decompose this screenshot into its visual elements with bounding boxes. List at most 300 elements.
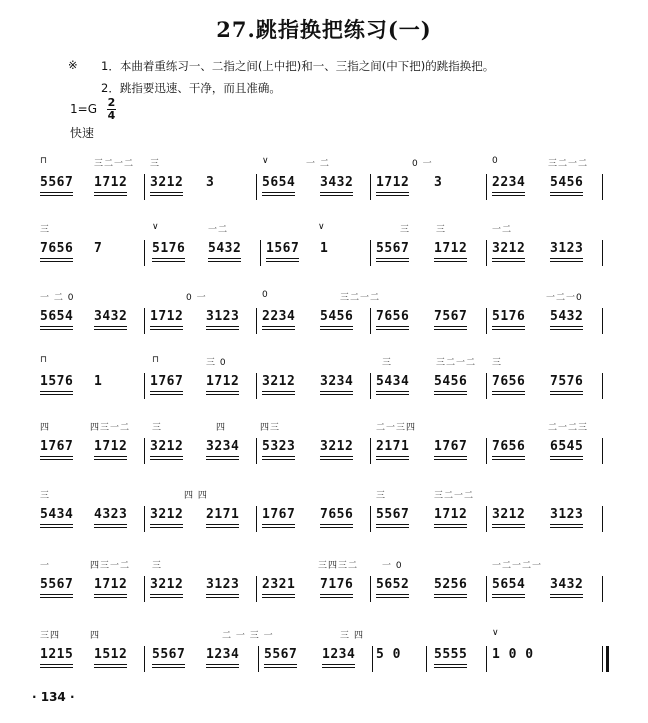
sixteenth-underline <box>206 667 239 668</box>
fingering-mark: ∨ <box>152 222 160 232</box>
sixteenth-underline <box>40 394 73 395</box>
fingering-mark: ⊓ <box>40 156 49 166</box>
note-digits: 3432 <box>550 577 584 592</box>
sixteenth-underline <box>150 527 183 528</box>
sixteenth-underline <box>376 195 409 196</box>
note-digits: 5323 <box>262 439 296 454</box>
sixteenth-underline <box>262 459 295 460</box>
fingering-mark: 三四三二 <box>318 561 359 571</box>
sixteenth-underline <box>206 394 239 395</box>
sixteenth-underline <box>262 394 295 395</box>
barline <box>144 373 145 399</box>
barline <box>256 373 257 399</box>
piece-title: 27.跳指换把练习(一) <box>216 17 432 42</box>
fingering-line <box>36 488 608 502</box>
note-group <box>550 577 583 592</box>
note-group <box>320 577 353 592</box>
note-group <box>206 647 239 662</box>
eighth-underline <box>150 192 183 193</box>
note-group <box>262 507 295 522</box>
note-group <box>492 175 525 190</box>
note-group <box>40 439 73 454</box>
note-group <box>320 175 353 190</box>
sixteenth-underline <box>376 329 409 330</box>
note-group <box>264 647 297 662</box>
sixteenth-underline <box>150 459 183 460</box>
barline <box>144 646 145 672</box>
barline <box>144 174 145 200</box>
note-digits: 2321 <box>262 577 296 592</box>
eighth-underline <box>376 524 409 525</box>
time-signature <box>107 98 116 121</box>
note-group <box>492 374 525 389</box>
sixteenth-underline <box>206 329 239 330</box>
fingering-mark: 四三 <box>260 423 281 433</box>
eighth-underline <box>262 594 295 595</box>
sixteenth-underline <box>40 195 73 196</box>
note-digits: 5176 <box>152 241 186 256</box>
note-group <box>94 577 127 592</box>
sixteenth-underline <box>492 527 525 528</box>
eighth-underline <box>206 594 239 595</box>
fingering-mark: 一二 <box>492 225 513 235</box>
note-group <box>262 309 295 324</box>
sixteenth-underline <box>492 394 525 395</box>
eighth-underline <box>206 391 239 392</box>
eighth-underline <box>40 524 73 525</box>
sixteenth-underline <box>434 329 467 330</box>
eighth-underline <box>434 456 467 457</box>
eighth-underline <box>320 326 353 327</box>
note-digits: 1234 <box>322 647 356 662</box>
fingering-mark: 一 二 0 <box>40 293 75 303</box>
note-group <box>376 309 409 324</box>
sixteenth-underline <box>40 667 73 668</box>
barline <box>486 373 487 399</box>
note-digits: 5654 <box>492 577 526 592</box>
barline <box>260 240 261 266</box>
eighth-underline <box>40 192 73 193</box>
note-digits: 5567 <box>152 647 186 662</box>
note-digits: 3 <box>206 175 215 190</box>
note-group <box>152 241 185 256</box>
note-group <box>206 507 239 522</box>
eighth-underline <box>94 192 127 193</box>
fingering-mark: 四三一二 <box>90 561 131 571</box>
note-digits: 5456 <box>320 309 354 324</box>
time-denominator: 4 <box>107 109 116 122</box>
fingering-mark: 0 一 <box>412 159 433 169</box>
barline <box>144 240 145 266</box>
note-group <box>150 507 183 522</box>
eighth-underline <box>94 524 127 525</box>
note-digits: 1576 <box>40 374 74 389</box>
fingering-mark: 三四 <box>40 631 61 641</box>
eighth-underline <box>150 456 183 457</box>
barline <box>370 576 371 602</box>
note-digits: 1567 <box>266 241 300 256</box>
note-group <box>206 577 239 592</box>
eighth-underline <box>434 524 467 525</box>
note-group <box>320 309 353 324</box>
note-group <box>208 241 241 256</box>
note-group <box>40 647 73 662</box>
note-digits: 1712 <box>94 439 128 454</box>
note-group <box>434 439 467 454</box>
note-digits: 5 0 <box>376 647 401 662</box>
sixteenth-underline <box>376 394 409 395</box>
score-row <box>36 420 608 472</box>
eighth-underline <box>40 456 73 457</box>
sixteenth-underline <box>492 261 525 262</box>
eighth-underline <box>434 664 467 665</box>
note-group <box>434 309 467 324</box>
sixteenth-underline <box>150 195 183 196</box>
eighth-underline <box>376 391 409 392</box>
eighth-underline <box>94 594 127 595</box>
note-group <box>40 309 73 324</box>
note-digits: 3432 <box>94 309 128 324</box>
note-digits: 3212 <box>492 507 526 522</box>
barline <box>256 174 257 200</box>
fingering-line <box>36 420 608 434</box>
note-group <box>40 374 73 389</box>
eighth-underline <box>492 326 525 327</box>
final-barline <box>606 646 609 672</box>
sixteenth-underline <box>376 527 409 528</box>
note-digits: 5456 <box>550 175 584 190</box>
eighth-underline <box>320 594 353 595</box>
note-digits: 1712 <box>150 309 184 324</box>
note-digits: 1767 <box>150 374 184 389</box>
sixteenth-underline <box>434 459 467 460</box>
note-digits: 6545 <box>550 439 584 454</box>
barline <box>370 308 371 334</box>
note-group <box>550 175 583 190</box>
eighth-underline <box>266 258 299 259</box>
eighth-underline <box>152 258 185 259</box>
eighth-underline <box>550 192 583 193</box>
eighth-underline <box>262 524 295 525</box>
fingering-line <box>36 628 608 642</box>
eighth-underline <box>94 456 127 457</box>
eighth-underline <box>320 192 353 193</box>
fingering-mark: ⊓ <box>152 355 161 365</box>
fingering-mark: 0 一 <box>186 293 207 303</box>
eighth-underline <box>322 664 355 665</box>
eighth-underline <box>376 456 409 457</box>
page-number: · 134 · <box>32 690 75 704</box>
sixteenth-underline <box>150 394 183 395</box>
note-group <box>150 309 183 324</box>
score-row <box>36 628 608 680</box>
note-digits: 7656 <box>492 439 526 454</box>
barline <box>370 373 371 399</box>
barline <box>486 308 487 334</box>
note-digits: 5567 <box>376 241 410 256</box>
fingering-mark: 四 <box>40 423 51 433</box>
note-group <box>150 374 183 389</box>
note-group <box>94 309 127 324</box>
eighth-underline <box>550 594 583 595</box>
note-digits: 3212 <box>262 374 296 389</box>
eighth-underline <box>150 326 183 327</box>
note-digits: 1 <box>94 374 103 389</box>
note-digits: 1 <box>320 241 329 256</box>
sixteenth-underline <box>94 527 127 528</box>
sixteenth-underline <box>320 394 353 395</box>
note-digits: 3212 <box>492 241 526 256</box>
note-group <box>40 175 73 190</box>
note-group <box>322 647 355 662</box>
barline <box>144 506 145 532</box>
barline <box>258 646 259 672</box>
fingering-line <box>36 222 608 236</box>
note-group <box>206 175 214 190</box>
note-group <box>150 577 183 592</box>
fingering-mark: 三 <box>400 225 411 235</box>
sixteenth-underline <box>550 394 583 395</box>
sixteenth-underline <box>264 667 297 668</box>
note-group <box>320 374 353 389</box>
fingering-mark: 三二一二 <box>436 358 477 368</box>
note-group <box>376 577 409 592</box>
note-digits: 1712 <box>206 374 240 389</box>
note-digits: 1712 <box>94 175 128 190</box>
barline <box>486 576 487 602</box>
note-digits: 2234 <box>262 309 296 324</box>
sixteenth-underline <box>94 459 127 460</box>
note-digits: 5434 <box>40 507 74 522</box>
sixteenth-underline <box>262 329 295 330</box>
eighth-underline <box>206 524 239 525</box>
note-digits: 3212 <box>320 439 354 454</box>
score-row <box>36 558 608 610</box>
score-row <box>36 290 608 342</box>
sixteenth-underline <box>94 195 127 196</box>
note-group <box>320 439 353 454</box>
note-digits: 2171 <box>376 439 410 454</box>
sixteenth-underline <box>320 329 353 330</box>
note-digits: 5432 <box>550 309 584 324</box>
eighth-underline <box>94 326 127 327</box>
barline <box>602 240 603 266</box>
barline <box>256 576 257 602</box>
note-group <box>492 647 534 662</box>
note-group <box>550 507 583 522</box>
note-group <box>434 175 442 190</box>
note-digits: 7176 <box>320 577 354 592</box>
sixteenth-underline <box>550 459 583 460</box>
note-group <box>376 175 409 190</box>
eighth-underline <box>262 456 295 457</box>
score-row <box>36 355 608 407</box>
sixteenth-underline <box>266 261 299 262</box>
eighth-underline <box>492 456 525 457</box>
eighth-underline <box>376 192 409 193</box>
sixteenth-underline <box>262 195 295 196</box>
note-group <box>150 439 183 454</box>
note-digits: 5567 <box>264 647 298 662</box>
note-group <box>492 577 525 592</box>
eighth-underline <box>40 391 73 392</box>
note-group <box>434 507 467 522</box>
barline <box>256 506 257 532</box>
eighth-underline <box>152 664 185 665</box>
note-group <box>492 241 525 256</box>
note-digits: 2234 <box>492 175 526 190</box>
eighth-underline <box>492 524 525 525</box>
score-row <box>36 222 608 274</box>
note-digits: 3123 <box>206 577 240 592</box>
fingering-mark: ∨ <box>318 222 326 232</box>
note-digits: 5434 <box>376 374 410 389</box>
fingering-mark: 三二一二 <box>434 491 475 501</box>
barline <box>256 308 257 334</box>
sixteenth-underline <box>376 459 409 460</box>
note-digits: 7656 <box>376 309 410 324</box>
fingering-mark: 二一二三 <box>548 423 589 433</box>
note-digits: 5567 <box>40 577 74 592</box>
note-digits: 5456 <box>434 374 468 389</box>
barline <box>144 438 145 464</box>
barline <box>144 308 145 334</box>
sixteenth-underline <box>434 261 467 262</box>
note-group <box>94 374 102 389</box>
eighth-underline <box>550 391 583 392</box>
note-group <box>492 507 525 522</box>
note-digits: 3123 <box>550 241 584 256</box>
eighth-underline <box>206 664 239 665</box>
sixteenth-underline <box>94 667 127 668</box>
eighth-underline <box>550 456 583 457</box>
note-digits: 1767 <box>262 507 296 522</box>
score-row <box>36 488 608 540</box>
eighth-underline <box>206 456 239 457</box>
note-group <box>492 439 525 454</box>
note-digits: 5654 <box>262 175 296 190</box>
barline <box>602 174 603 200</box>
eighth-underline <box>550 258 583 259</box>
note-group <box>550 374 583 389</box>
sixteenth-underline <box>434 394 467 395</box>
note-digits: 7656 <box>492 374 526 389</box>
barline <box>144 576 145 602</box>
fingering-mark: 一二一0 <box>546 293 583 303</box>
note-digits: 7576 <box>550 374 584 389</box>
note-group <box>262 439 295 454</box>
fingering-mark: 三 <box>382 358 393 368</box>
barline <box>370 240 371 266</box>
sixteenth-underline <box>150 329 183 330</box>
barline <box>486 506 487 532</box>
sixteenth-underline <box>322 667 355 668</box>
barline <box>602 373 603 399</box>
fingering-mark: 一二一二一 <box>492 561 543 571</box>
note-line-2: 2．跳指要迅速、干净，而且准确。 <box>101 81 281 95</box>
fingering-mark: 三二一二 <box>340 293 381 303</box>
eighth-underline <box>434 594 467 595</box>
note-digits: 5555 <box>434 647 468 662</box>
sixteenth-underline <box>206 459 239 460</box>
fingering-line <box>36 558 608 572</box>
eighth-underline <box>320 524 353 525</box>
sixteenth-underline <box>320 195 353 196</box>
sixteenth-underline <box>40 597 73 598</box>
fingering-mark: 三 <box>152 423 163 433</box>
fingering-line <box>36 156 608 170</box>
barline <box>370 174 371 200</box>
note-digits: 7 <box>94 241 103 256</box>
fingering-mark: 三 <box>150 159 161 169</box>
fingering-mark: 0 <box>262 290 269 300</box>
eighth-underline <box>492 391 525 392</box>
note-digits: 3212 <box>150 577 184 592</box>
note-group <box>376 439 409 454</box>
eighth-underline <box>150 391 183 392</box>
fingering-mark: 三 <box>376 491 387 501</box>
sixteenth-underline <box>40 527 73 528</box>
note-digits: 5432 <box>208 241 242 256</box>
fingering-mark: 四三一二 <box>90 423 131 433</box>
note-group <box>376 507 409 522</box>
fingering-mark: 一二 <box>208 225 229 235</box>
fingering-mark: 三二一二 <box>94 159 135 169</box>
eighth-underline <box>262 192 295 193</box>
eighth-underline <box>550 524 583 525</box>
eighth-underline <box>550 326 583 327</box>
note-group <box>262 175 295 190</box>
note-group <box>94 439 127 454</box>
note-digits: 1767 <box>434 439 468 454</box>
sixteenth-underline <box>434 667 467 668</box>
fingering-mark: 一 <box>40 561 51 571</box>
note-digits: 3 <box>434 175 443 190</box>
fingering-mark: 四 四 <box>184 491 208 501</box>
barline <box>256 438 257 464</box>
note-digits: 1512 <box>94 647 128 662</box>
barline <box>602 308 603 334</box>
eighth-underline <box>492 594 525 595</box>
note-digits: 1215 <box>40 647 74 662</box>
eighth-underline <box>376 326 409 327</box>
eighth-underline <box>320 456 353 457</box>
eighth-underline <box>262 326 295 327</box>
note-digits: 5567 <box>376 507 410 522</box>
note-group <box>434 374 467 389</box>
fingering-mark: 三 <box>492 358 503 368</box>
sixteenth-underline <box>320 597 353 598</box>
fingering-mark: ⊓ <box>40 355 49 365</box>
note-digits: 3432 <box>320 175 354 190</box>
note-group <box>376 374 409 389</box>
note-group <box>550 241 583 256</box>
note-digits: 5567 <box>40 175 74 190</box>
barline <box>370 506 371 532</box>
note-group <box>262 577 295 592</box>
note-group <box>434 577 467 592</box>
note-digits: 5652 <box>376 577 410 592</box>
note-group <box>152 647 185 662</box>
note-group <box>550 309 583 324</box>
barline <box>370 438 371 464</box>
eighth-underline <box>264 664 297 665</box>
key-signature: 1=G <box>70 102 97 116</box>
sixteenth-underline <box>150 597 183 598</box>
barline <box>426 646 427 672</box>
note-digits: 5654 <box>40 309 74 324</box>
note-digits: 7656 <box>40 241 74 256</box>
